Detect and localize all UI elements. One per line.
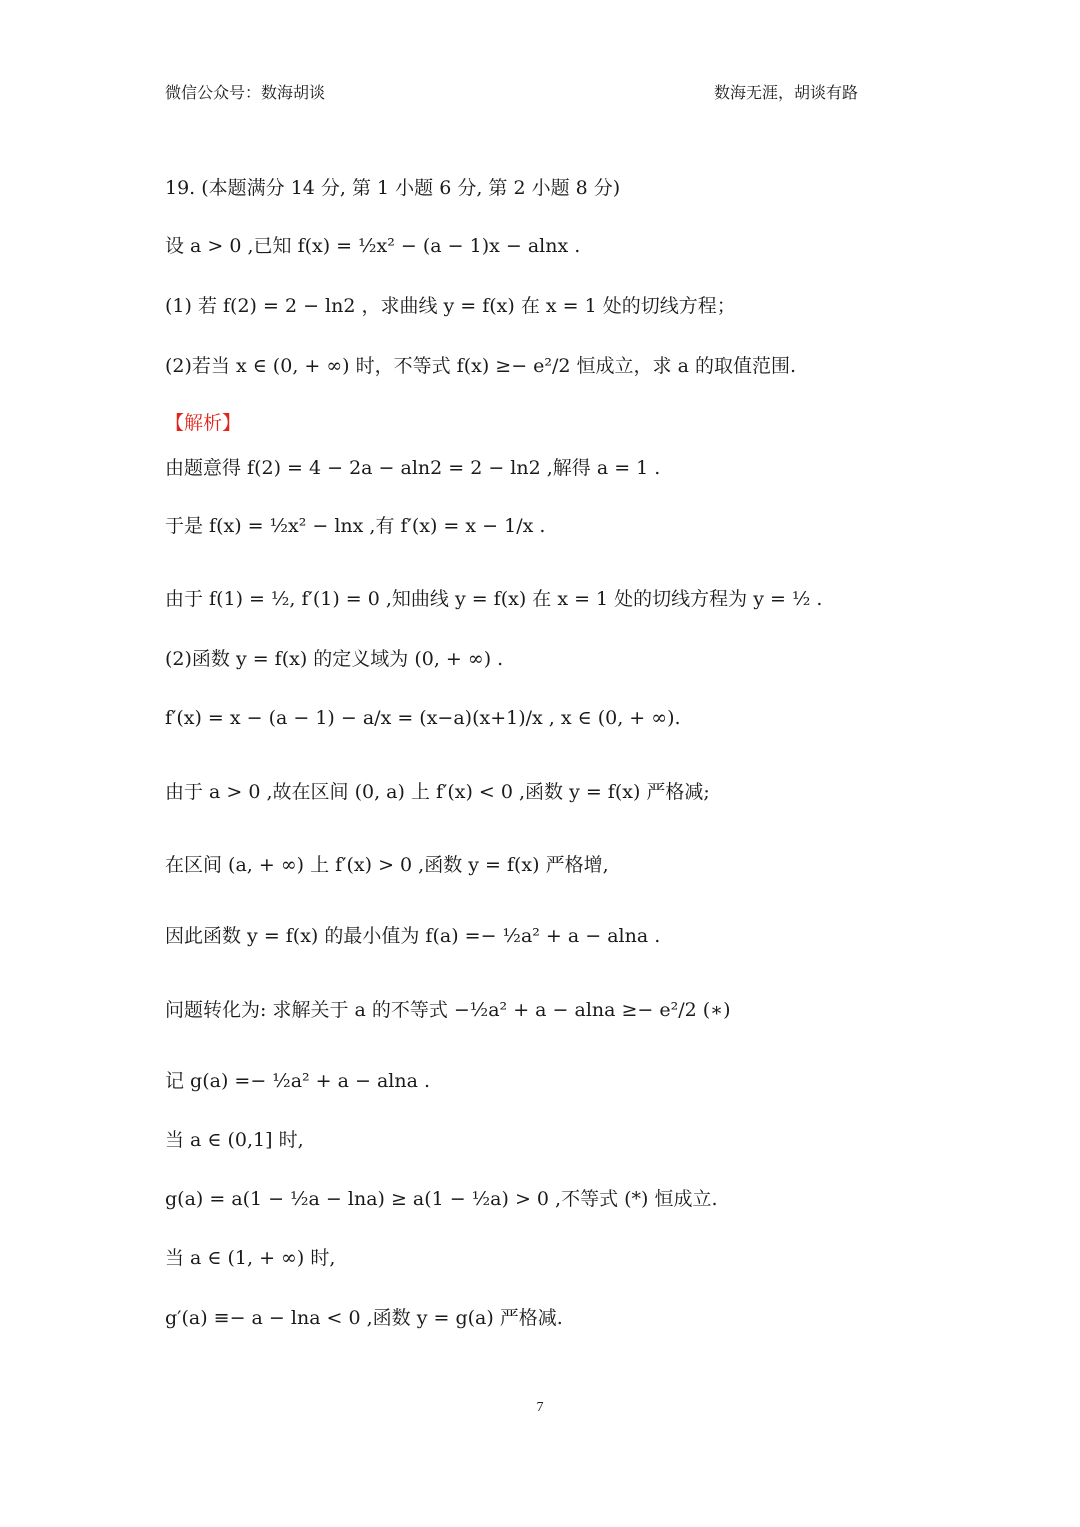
solution-line: 当 a ∈ (1, + ∞) 时, (165, 1247, 336, 1269)
page-number: 7 (536, 1400, 544, 1415)
solution-line: f′(x) = x − (a − 1) − a/x = (x−a)(x+1)/x , x ∈ (0, + ∞). (165, 707, 681, 729)
solution-line: 在区间 (a, + ∞) 上 f′(x) > 0 ,函数 y = f(x) 严格增, (165, 854, 609, 876)
problem-statement: 设 a > 0 ,已知 f(x) = ½x² − (a − 1)x − alnx . (165, 235, 581, 257)
solution-line: 由于 f(1) = ½, f′(1) = 0 ,知曲线 y = f(x) 在 x = 1 处的切线方程为 y = ½ . (165, 588, 823, 610)
solution-heading: 【解析】 (165, 412, 242, 434)
solution-line: 由于 a > 0 ,故在区间 (0, a) 上 f′(x) < 0 ,函数 y = f(x) 严格减; (165, 781, 710, 803)
solution-line: 记 g(a) =− ½a² + a − alna . (165, 1070, 431, 1092)
solution-line: g′(a) ≡− a − lna < 0 ,函数 y = g(a) 严格减. (165, 1307, 563, 1329)
header-left: 微信公众号：数海胡谈 (165, 83, 326, 102)
solution-line: 因此函数 y = f(x) 的最小值为 f(a) =− ½a² + a − alna . (165, 925, 661, 947)
problem-title: 19. (本题满分 14 分, 第 1 小题 6 分, 第 2 小题 8 分) (165, 177, 621, 199)
solution-line: 于是 f(x) = ½x² − lnx ,有 f′(x) = x − 1/x . (165, 515, 546, 537)
header-right: 数海无涯，胡谈有路 (713, 83, 858, 102)
solution-line: (2)函数 y = f(x) 的定义域为 (0, + ∞) . (165, 648, 504, 670)
solution-line: 由题意得 f(2) = 4 − 2a − aln2 = 2 − ln2 ,解得 a = 1 . (165, 457, 661, 479)
solution-line: g(a) = a(1 − ½a − lna) ≥ a(1 − ½a) > 0 ,不等式 (*) 恒成立. (165, 1188, 718, 1210)
question-2: (2)若当 x ∈ (0, + ∞) 时，不等式 f(x) ≥− e²/2 恒成立，求 a 的取值范围. (165, 355, 796, 377)
solution-line: 问题转化为: 求解关于 a 的不等式 −½a² + a − alna ≥− e²/2 (∗) (165, 999, 731, 1021)
solution-line: 当 a ∈ (0,1] 时, (165, 1129, 304, 1151)
question-1: (1) 若 f(2) = 2 − ln2 ，求曲线 y = f(x) 在 x = 1 处的切线方程； (165, 295, 736, 317)
